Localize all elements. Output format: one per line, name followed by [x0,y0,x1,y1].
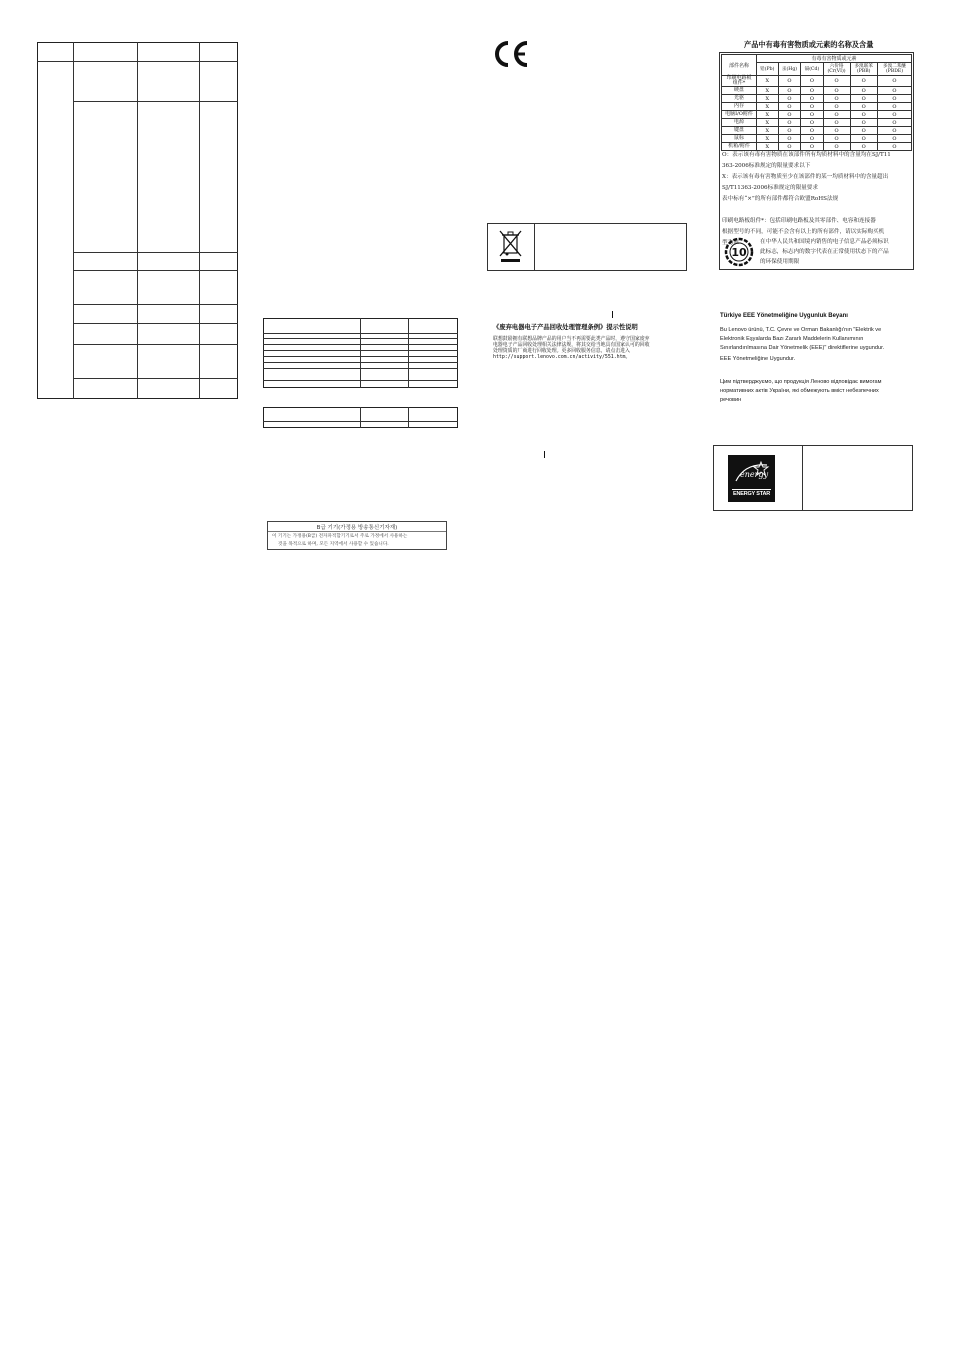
energy-star-icon [733,459,771,487]
energy-script: energy [740,470,769,479]
hazard-mark: O [801,119,823,127]
crossed-bin-icon [498,230,524,264]
cursor-mark-1 [612,311,613,318]
hazard-mark: O [823,87,850,95]
hazard-mark: X [757,87,779,95]
col-part-header: 部件名称 [722,55,757,76]
substance-header: 多溴联苯 (PBB) [850,63,877,76]
hazard-mark: O [778,119,801,127]
hazard-note-line: 363-2006标准规定的限量要求以下 [722,163,811,169]
efup-block [724,237,912,267]
hazard-note-line: SJ/T11363-2006标准规定的限量要求 [722,185,818,191]
hazard-row [722,135,912,143]
efup-line-1: 在中华人民共和国境内销售的电子信息产品必须标识 [760,239,889,245]
hazard-part-name: 电脑I/O附件 [722,111,757,119]
hazard-mark: O [823,143,850,151]
weee-line-2: 电器电子产品回收处理相关法律法规，将其交给当地具有国家认可的回收 [493,342,650,348]
hazard-part-name: 鼠标 [722,135,757,143]
hazard-mark: O [877,119,911,127]
hazard-mark: O [823,95,850,103]
hazard-mark: O [823,135,850,143]
hazard-mark: X [757,76,779,87]
weee-line-3: 处理资质的厂商进行回收处理。更多回收服务信息，请点击进入 [493,348,630,354]
hazard-mark: O [877,103,911,111]
substance-header: 镉(Cd) [801,63,823,76]
weee-text [493,336,689,360]
hazard-row [722,111,912,119]
turkey-para-2: EEE Yönetmeliğine Uygundur. [720,356,796,362]
hazard-mark: O [850,76,877,87]
hazard-mark: O [778,103,801,111]
hazard-mark: O [778,111,801,119]
hazard-row [722,95,912,103]
turkey-line-3: Sınırlandırılmasına Dair Yönetmelik (EEE)" direktiflerine uygundur. [720,345,885,351]
hazard-mark: O [877,143,911,151]
china-hazard-notes [722,149,912,248]
hazard-mark: O [801,111,823,119]
hazard-mark: O [801,76,823,87]
turkey-para-1 [720,326,920,353]
hazard-mark: O [877,127,911,135]
ukraine-line-3: речовин [720,397,742,403]
hazard-mark: O [778,135,801,143]
ukraine-statement [720,378,920,405]
hazard-mark: X [757,119,779,127]
china-hazard-title: 产品中有毒有害物质或元素的名称及含量 [744,40,874,49]
cursor-mark-2 [544,451,545,458]
hazard-mark: X [757,143,779,151]
efup-10-logo-icon [724,237,754,267]
energy-star-logo [728,455,775,502]
ukraine-line-1: Цим підтверджуємо, що продукція Леново відповідає вимогам [720,379,882,385]
hazard-note-line: 型为准 [722,240,739,246]
hazard-mark: O [823,103,850,111]
hazard-part-name: 机箱/附件 [722,143,757,151]
hazard-part-name: 光驱 [722,95,757,103]
hazard-mark: O [778,143,801,151]
hazard-part-name: 印刷电路板 组件* [722,76,757,87]
hazard-mark: X [757,95,779,103]
korea-class-b-box [267,521,447,550]
hazard-mark: O [877,95,911,103]
hazard-mark: O [823,127,850,135]
hazard-mark: O [850,127,877,135]
turkey-line-2: Elektronik Eşyalarda Bazı Zararlı Maddelerin Kullanımının [720,336,864,342]
efup-line-3: 的环保使用期限 [760,259,800,265]
hazard-note-line: O：表示该有毒有害物质在该部件所有均质材料中的含量均在SJ/T11 [722,152,891,158]
hazard-mark: X [757,127,779,135]
hazard-mark: O [801,95,823,103]
hazard-mark: O [801,143,823,151]
hazard-mark: O [877,135,911,143]
hazard-mark: O [823,111,850,119]
hazard-mark: O [850,87,877,95]
hazard-part-name: 硬盘 [722,87,757,95]
hazard-mark: X [757,135,779,143]
hazard-mark: O [877,87,911,95]
hazard-mark: O [850,111,877,119]
energy-star-box [713,445,913,511]
hazard-mark: O [877,76,911,87]
substance-header: 铅(Pb) [757,63,779,76]
hazard-mark: O [850,103,877,111]
hazard-mark: O [850,119,877,127]
ukraine-line-2: нормативних актів України, які обмежують вміст небезпечних [720,388,879,394]
efup-line-2: 此标志，标志内的数字代表在正常使用状态下的产品 [760,249,889,255]
hazard-mark: O [823,119,850,127]
hazard-mark: O [850,143,877,151]
hazard-part-name: 内存 [722,103,757,111]
hazard-part-name: 键盘 [722,127,757,135]
hazard-mark: O [778,76,801,87]
hazard-note-line: 表中标有“×”的所有部件都符合欧盟RoHS法规 [722,196,839,202]
weee-link[interactable]: http://support.lenovo.com.cn/activity/551.htm。 [493,354,631,360]
hazard-row [722,87,912,95]
substance-header: 六价铬 (Cr(VI)) [823,63,850,76]
weee-title: 《废弃电器电子产品回收处理管理条例》提示性说明 [493,324,638,331]
hazard-note-line: 根据型号的不同，可能不会含有以上的所有部件，请以实际购买机 [722,229,885,235]
hazard-mark: O [801,135,823,143]
hazard-mark: O [778,127,801,135]
hazard-row [722,103,912,111]
efup-number: 10 [731,246,747,259]
turkey-title: Türkiye EEE Yönetmeliğine Uygunluk Beyanı [720,313,848,319]
weee-box [487,223,687,271]
hazard-row [722,119,912,127]
hazard-mark: O [801,127,823,135]
hazard-row [722,76,912,87]
hazard-row [722,127,912,135]
hazard-note-line [722,204,912,215]
substance-header: 汞(Hg) [778,63,801,76]
hazard-mark: X [757,111,779,119]
hazard-note-line: 印刷电路板组件*：包括印刷电路板及其零部件、电容和连接器 [722,218,876,224]
hazard-mark: O [778,95,801,103]
hazard-mark: O [877,111,911,119]
turkey-line-1: Bu Lenovo ürünü, T.C. Çevre ve Orman Bakanlığı'nın "Elektrik ve [720,327,882,333]
substance-header: 多溴二苯醚 (PBDE) [877,63,911,76]
hazard-part-name: 电源 [722,119,757,127]
hazard-mark: O [823,76,850,87]
col-group-header: 有毒有害物质或元素 [757,55,912,63]
weee-line-1: 联想鼓励拥有联想品牌产品的用户当不再需要此类产品时，遵守国家废弃 [493,336,650,342]
hazard-mark: O [850,95,877,103]
hazard-mark: O [801,103,823,111]
korea-line-2: 것을 목적으로 하며, 모든 지역에서 사용할 수 있습니다. [278,542,389,547]
hazard-mark: X [757,103,779,111]
korea-title: B급 기기(가정용 방송통신기자재) [316,525,398,531]
ce-mark-icon [494,40,530,68]
energy-star-label: ENERGY STAR [732,491,771,497]
hazard-mark: O [801,87,823,95]
korea-line-1: 이 기기는 가정용(B급) 전자파적합기기로서 주로 가정에서 사용하는 [272,534,408,539]
hazard-mark: O [850,135,877,143]
china-hazard-table [721,54,912,151]
hazard-mark: O [778,87,801,95]
hazard-note-line: X：表示该有毒有害物质至少在该部件的某一均质材料中的含量超出 [722,174,889,180]
